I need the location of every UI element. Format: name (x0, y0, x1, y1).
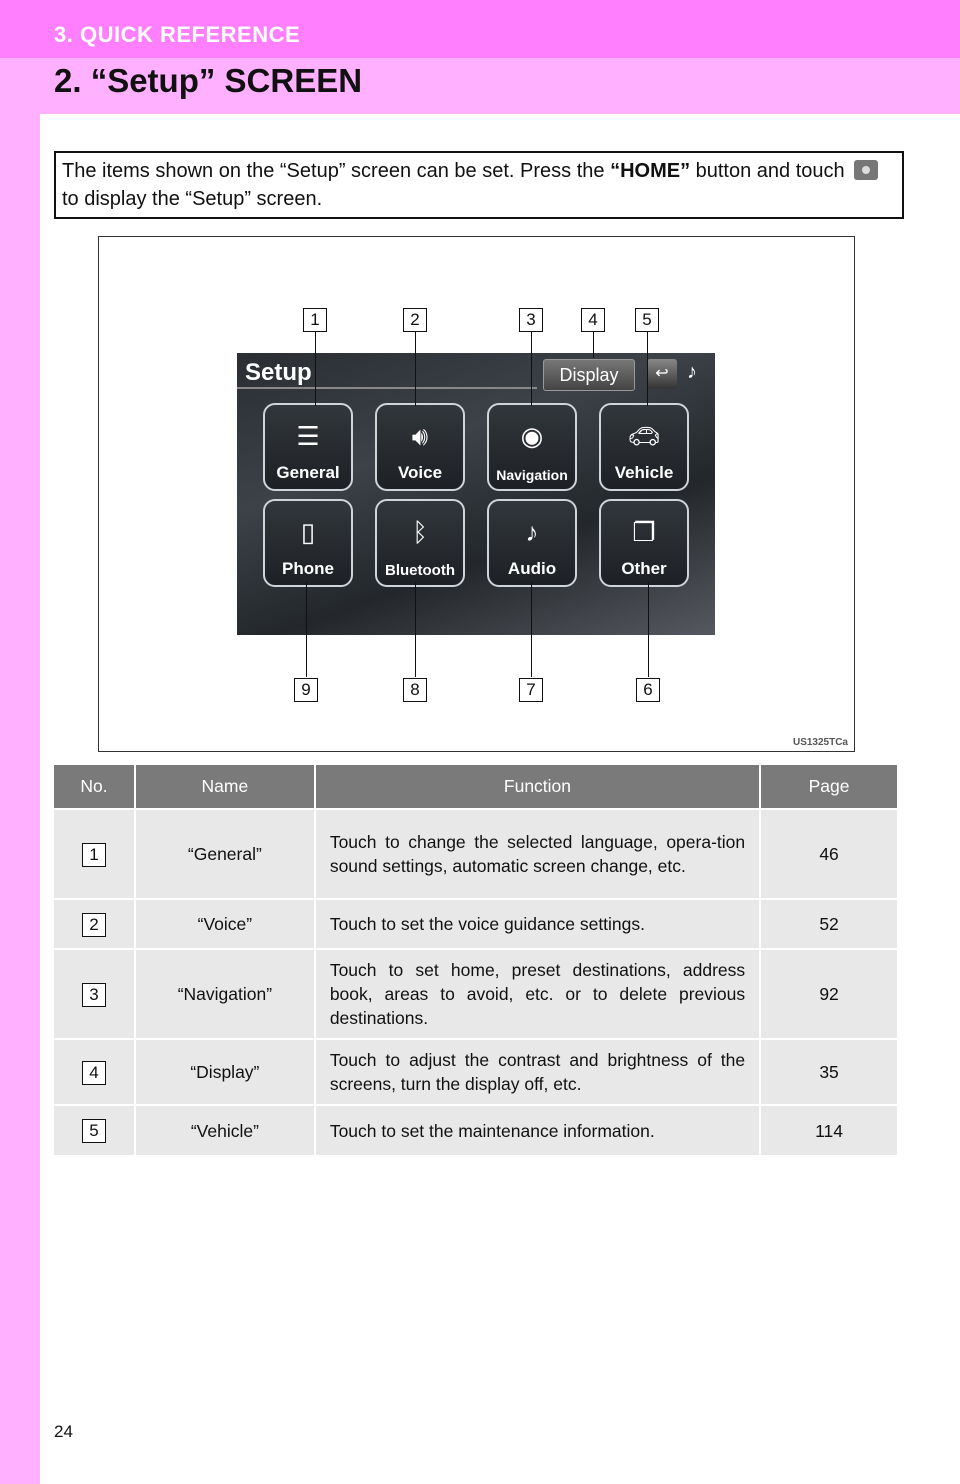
bluetooth-button[interactable]: ᛒ Bluetooth (375, 499, 465, 587)
other-button[interactable]: ❐ Other (599, 499, 689, 587)
setup-items-table (54, 765, 899, 1155)
intro-box (54, 151, 904, 219)
row-name: “Navigation” (135, 949, 315, 1039)
navigation-button[interactable]: ◉ Navigation (487, 403, 577, 491)
table-header-row (54, 765, 898, 809)
row-number: 2 (82, 913, 106, 937)
row-name: “Voice” (135, 899, 315, 949)
row-function: Touch to change the selected language, opera-tion sound settings, automatic screen change, etc. (315, 809, 760, 899)
speaker-icon: 🔊︎ (411, 421, 429, 451)
row-name: “General” (135, 809, 315, 899)
callout-9: 9 (294, 678, 318, 702)
table-row (54, 949, 898, 1039)
windows-icon: ❐ (632, 517, 656, 547)
callout-3: 3 (519, 308, 543, 332)
vehicle-button[interactable]: 🚗︎ Vehicle (599, 403, 689, 491)
setup-icon (854, 160, 878, 180)
table-row (54, 1039, 898, 1105)
compass-icon: ◉ (520, 421, 544, 451)
table-row (54, 1105, 898, 1155)
leader-line (647, 332, 648, 406)
intro-text-2: button and touch (690, 160, 851, 182)
callout-1: 1 (303, 308, 327, 332)
leader-line (315, 332, 316, 406)
setup-screen-figure (98, 236, 855, 752)
screen-title: Setup (245, 359, 312, 386)
intro-text-1: The items shown on the “Setup” screen can be set. Press the (62, 160, 611, 182)
leader-line (306, 582, 307, 677)
row-name: “Vehicle” (135, 1105, 315, 1155)
general-icon: ☰ (296, 421, 320, 451)
home-button-ref: “HOME” (610, 160, 691, 182)
col-function: Function (315, 765, 760, 809)
callout-2: 2 (403, 308, 427, 332)
row-number: 5 (82, 1119, 106, 1143)
row-number: 3 (82, 983, 106, 1007)
table-row (54, 809, 898, 899)
bluetooth-icon: ᛒ (412, 517, 428, 547)
leader-line (415, 332, 416, 406)
callout-4: 4 (581, 308, 605, 332)
row-function: Touch to set the voice guidance settings. (315, 899, 760, 949)
leader-line (415, 582, 416, 677)
callout-6: 6 (636, 678, 660, 702)
leader-line (531, 332, 532, 406)
col-no: No. (54, 765, 135, 809)
phone-icon: ▯ (300, 517, 316, 547)
music-note-icon: ♪ (687, 361, 697, 383)
side-band (0, 0, 40, 1484)
row-function: Touch to set the maintenance information. (315, 1105, 760, 1155)
row-page: 52 (760, 899, 898, 949)
voice-button[interactable]: 🔊︎ Voice (375, 403, 465, 491)
general-button[interactable]: ☰ General (263, 403, 353, 491)
page-number: 24 (54, 1422, 73, 1441)
row-number: 4 (82, 1061, 106, 1085)
callout-7: 7 (519, 678, 543, 702)
leader-line (648, 582, 649, 677)
leader-line (593, 332, 594, 358)
figure-code: US1325TCa (792, 737, 848, 748)
row-page: 92 (760, 949, 898, 1039)
leader-line (531, 582, 532, 677)
title-divider (237, 387, 537, 389)
col-name: Name (135, 765, 315, 809)
row-page: 114 (760, 1105, 898, 1155)
callout-5: 5 (635, 308, 659, 332)
col-page: Page (760, 765, 898, 809)
row-name: “Display” (135, 1039, 315, 1105)
display-button[interactable]: Display (543, 359, 635, 391)
callout-8: 8 (403, 678, 427, 702)
page-title: 2. “Setup” SCREEN (54, 62, 363, 99)
section-heading: 3. QUICK REFERENCE (54, 22, 301, 47)
row-function: Touch to adjust the contrast and brightness of the screens, turn the display off, etc. (315, 1039, 760, 1105)
audio-button[interactable]: ♪ Audio (487, 499, 577, 587)
intro-text-3: to display the “Setup” screen. (62, 188, 323, 210)
music-note-icon: ♪ (525, 517, 539, 547)
row-page: 35 (760, 1039, 898, 1105)
row-page: 46 (760, 809, 898, 899)
setup-screen (237, 353, 715, 635)
table-row (54, 899, 898, 949)
row-function: Touch to set home, preset destinations, address book, areas to avoid, etc. or to delete previous destinations. (315, 949, 760, 1039)
row-number: 1 (82, 843, 106, 867)
back-arrow-icon[interactable]: ↩ (647, 359, 677, 389)
car-icon: 🚗︎ (627, 421, 661, 451)
phone-button[interactable]: ▯ Phone (263, 499, 353, 587)
